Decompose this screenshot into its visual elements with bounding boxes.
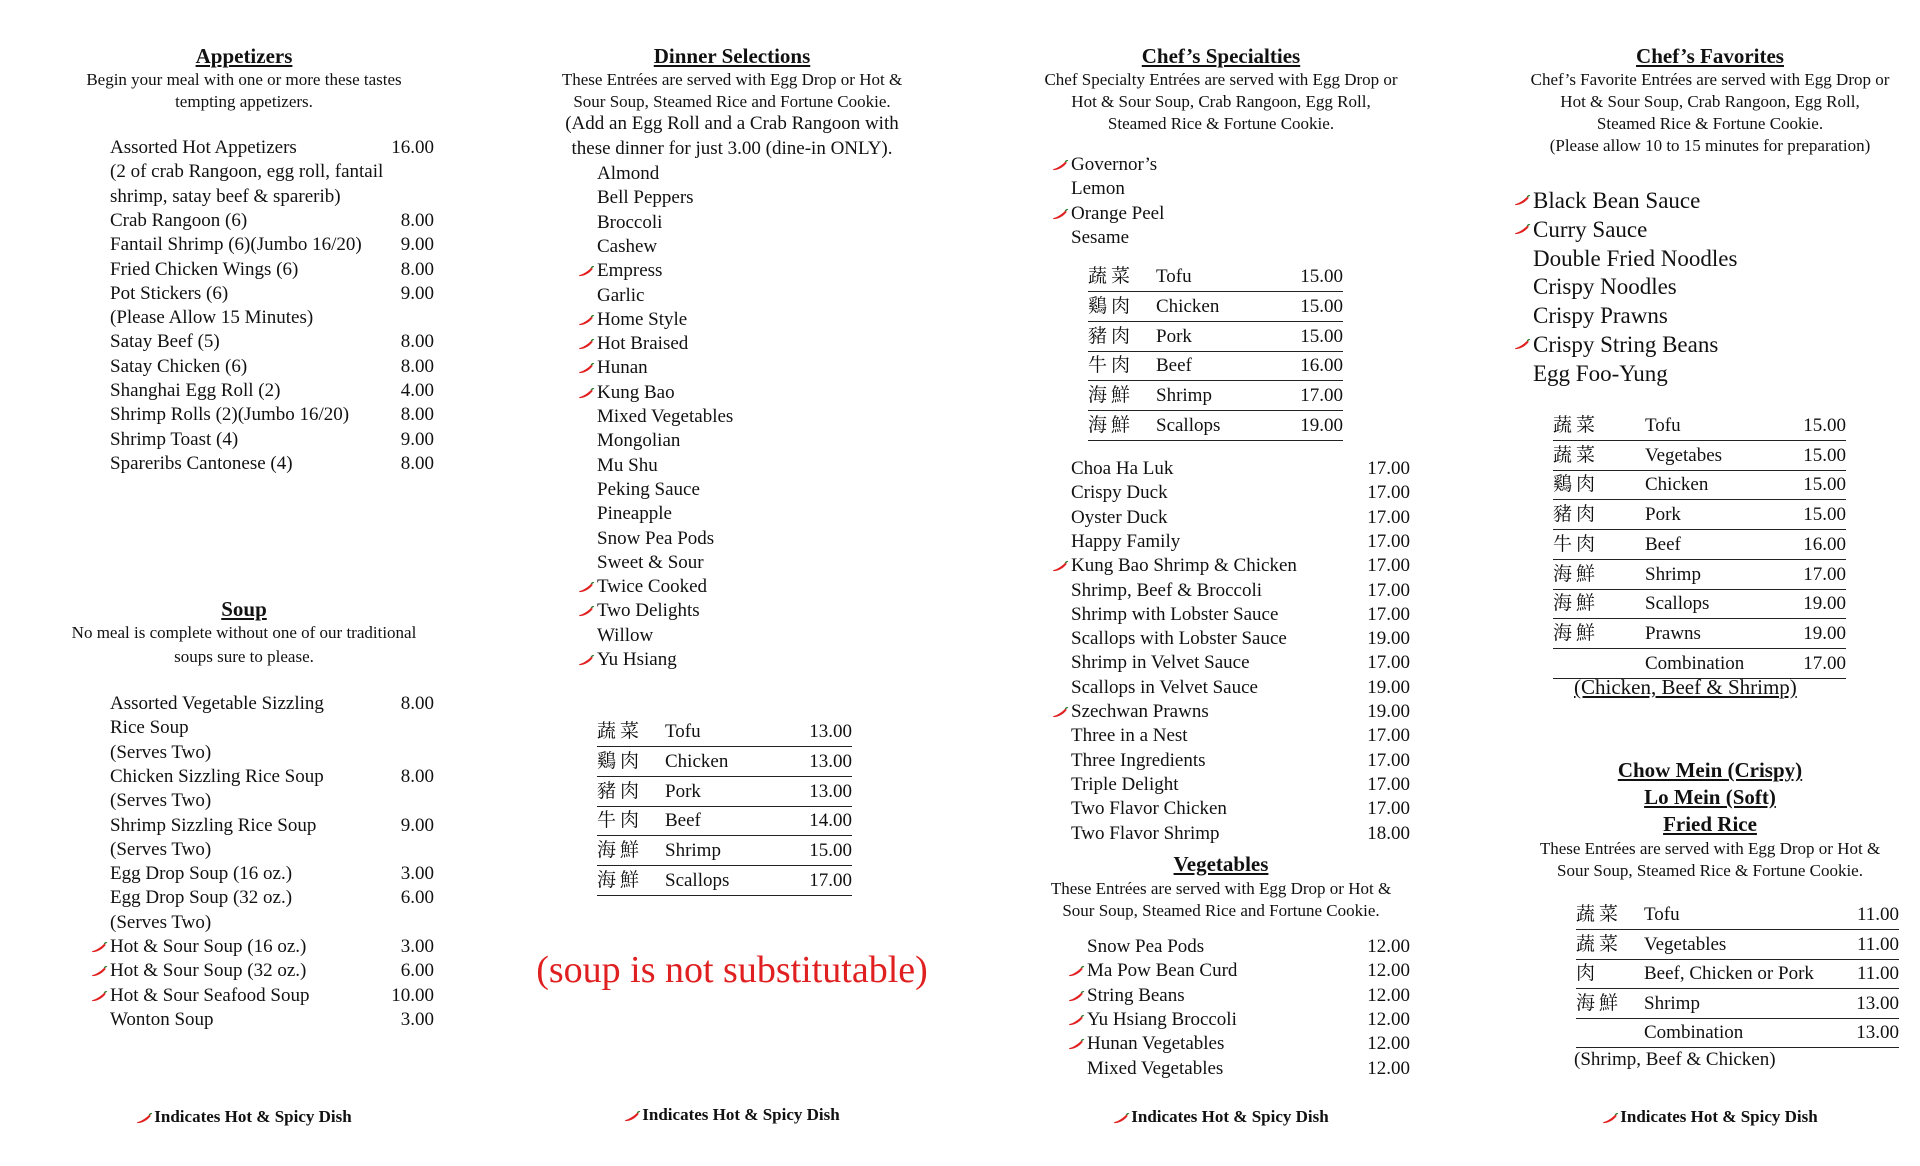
specialty-item-price: 17.00 — [1367, 458, 1410, 479]
specialty-item-name: Two Flavor Shrimp — [1071, 822, 1220, 844]
favorite-style-item-name: Curry Sauce — [1533, 216, 1648, 242]
price-row — [1553, 471, 1846, 500]
price-row-price: 15.00 — [1803, 504, 1846, 526]
vegetables-intro-line1: These Entrées are served with Egg Drop or Hot & — [1050, 879, 1392, 898]
price-row-price: 15.00 — [1803, 415, 1846, 436]
specialty-item-name: Shrimp with Lobster Sauce — [1071, 603, 1279, 625]
price-row-chinese: 豬肉 — [1553, 504, 1600, 526]
chili-pepper-icon — [1052, 209, 1069, 220]
price-row-name: Vegetabes — [1645, 444, 1723, 466]
price-row-chinese: 海鮮 — [1553, 563, 1600, 585]
favorite-style-item-name: Crispy Prawns — [1533, 303, 1668, 329]
price-row-name: Shrimp — [665, 840, 721, 862]
soup-item-name: Egg Drop Soup (16 oz.) — [110, 863, 293, 885]
chef-specialties-intro-line1: Chef Specialty Entrées are served with Egg Drop or — [1044, 70, 1398, 89]
column-chef-specialties — [1021, 0, 1421, 1166]
chili-pepper-icon — [1068, 966, 1085, 977]
price-row — [1576, 1019, 1899, 1048]
vegetable-item-name: Yu Hsiang Broccoli — [1087, 1008, 1237, 1030]
specialty-style-item-name: Sesame — [1071, 226, 1130, 248]
vegetable-item-price: 12.00 — [1367, 1008, 1410, 1030]
price-row-price: 17.00 — [809, 870, 852, 891]
price-row-chinese: 海鮮 — [1553, 593, 1600, 615]
price-row — [1553, 501, 1846, 530]
spicy-legend — [44, 1106, 444, 1128]
price-row-chinese: 海鮮 — [597, 840, 644, 862]
dinner-intro-line1: These Entrées are served with Egg Drop or Hot & — [561, 70, 903, 89]
price-row-name: Chicken — [665, 750, 729, 772]
price-row-price: 15.00 — [1300, 295, 1343, 317]
appetizer-item-name: Shrimp Toast (4) — [110, 428, 239, 450]
appetizer-item-name: Spareribs Cantonese (4) — [110, 452, 293, 474]
price-row-chinese: 海鮮 — [1576, 992, 1623, 1014]
price-row-name: Pork — [1156, 325, 1192, 347]
spicy-legend — [1021, 1106, 1421, 1128]
dinner-style-item-name: Willow — [597, 624, 654, 646]
specialty-item-name: Kung Bao Shrimp & Chicken — [1071, 555, 1297, 577]
price-row — [597, 837, 852, 866]
chili-pepper-icon — [1052, 160, 1069, 171]
price-row — [1088, 352, 1343, 381]
soup-item-name: (Serves Two) — [110, 741, 212, 763]
price-row-chinese: 蔬菜 — [1553, 444, 1600, 466]
dinner-intro-line4: these dinner for just 3.00 (dine-in ONLY). — [571, 138, 893, 159]
price-row-price: 14.00 — [809, 810, 852, 832]
appetizer-item-price: 8.00 — [400, 331, 434, 353]
specialty-item-name: Triple Delight — [1071, 773, 1179, 795]
chili-pepper-icon — [578, 655, 595, 666]
price-row-price: 16.00 — [1803, 533, 1846, 555]
specialty-item-name: Shrimp, Beef & Broccoli — [1071, 579, 1263, 601]
price-row-chinese: 蔬菜 — [1576, 933, 1623, 955]
price-row-price: 17.00 — [1803, 563, 1846, 585]
chef-specialties-intro-line2: Hot & Sour Soup, Crab Rangoon, Egg Roll, — [1071, 92, 1371, 111]
noodles-title-chow-mein: Chow Mein (Crispy) — [1617, 758, 1803, 782]
dinner-style-item-name: Cashew — [597, 235, 658, 257]
soup-item-name: Chicken Sizzling Rice Soup — [110, 765, 324, 787]
vegetable-item-price: 12.00 — [1367, 936, 1410, 957]
soup-item-price: 3.00 — [400, 863, 434, 885]
dinner-style-item-name: Hot Braised — [597, 333, 689, 355]
favorite-style-item-name: Crispy String Beans — [1533, 332, 1719, 357]
soup-item-name: Assorted Vegetable Sizzling — [110, 693, 324, 714]
specialty-item-price: 17.00 — [1367, 749, 1410, 771]
appetizer-item-name: Satay Beef (5) — [110, 331, 220, 353]
vegetable-item-price: 12.00 — [1367, 960, 1410, 982]
favorite-style-item-name: Black Bean Sauce — [1533, 188, 1701, 213]
vegetable-item-price: 12.00 — [1367, 1033, 1410, 1055]
chili-pepper-icon — [578, 339, 595, 350]
price-row — [597, 867, 852, 896]
dinner-style-item-name: Two Delights — [597, 600, 700, 622]
chili-pepper-icon — [91, 966, 108, 977]
price-row-name: Beef — [1156, 355, 1192, 377]
price-row-price: 16.00 — [1300, 355, 1343, 377]
price-row-chinese: 鷄肉 — [1088, 295, 1135, 317]
price-row-name: Chicken — [1156, 295, 1220, 317]
price-row — [1553, 620, 1846, 649]
appetizer-item-name: Fantail Shrimp (6)(Jumbo 16/20) — [110, 234, 362, 256]
noodles-intro-line1: These Entrées are served with Egg Drop or Hot & — [1539, 839, 1881, 858]
price-row-name: Tofu — [1644, 904, 1680, 925]
appetizer-item-name: Pot Stickers (6) — [110, 282, 229, 304]
price-row-chinese: 鷄肉 — [597, 750, 644, 772]
appetizer-item-price: 8.00 — [400, 452, 434, 474]
specialty-item-name: Crispy Duck — [1071, 482, 1168, 504]
specialty-item-name: Szechwan Prawns — [1071, 701, 1209, 722]
soup-title: Soup — [221, 597, 267, 621]
price-row-chinese: 肉 — [1576, 963, 1600, 985]
price-row-price: 11.00 — [1856, 933, 1899, 955]
price-row-chinese: 豬肉 — [597, 780, 644, 802]
chili-pepper-icon — [91, 942, 108, 953]
vegetables-title: Vegetables — [1173, 852, 1269, 876]
price-row — [1553, 531, 1846, 560]
column-chef-favorites-noodles — [1510, 0, 1910, 1166]
price-row-name: Prawns — [1645, 622, 1701, 644]
dinner-style-item-name: Bell Peppers — [597, 187, 694, 209]
specialty-item-price: 17.00 — [1367, 555, 1410, 577]
specialty-item-price: 17.00 — [1367, 652, 1410, 674]
appetizers-title: Appetizers — [195, 44, 293, 68]
spicy-legend-text: Indicates Hot & Spicy Dish — [154, 1107, 352, 1126]
price-row-price: 11.00 — [1856, 963, 1899, 985]
chili-pepper-icon — [1514, 339, 1531, 350]
price-row-price: 19.00 — [1300, 415, 1343, 436]
price-row — [597, 718, 852, 747]
soup-item-name: (Serves Two) — [110, 911, 212, 933]
spicy-legend-text: Indicates Hot & Spicy Dish — [642, 1105, 840, 1124]
specialty-style-item-name: Lemon — [1071, 178, 1125, 200]
chili-pepper-icon — [1068, 991, 1085, 1002]
soup-item-name: Rice Soup — [110, 717, 189, 739]
dinner-style-item-name: Hunan — [597, 357, 648, 379]
specialty-item-price: 17.00 — [1367, 579, 1410, 601]
soup-item-name: Wonton Soup — [110, 1008, 214, 1030]
appetizer-item-price: 4.00 — [400, 380, 434, 401]
price-row-price: 19.00 — [1803, 593, 1846, 615]
appetizer-item-price: 9.00 — [400, 282, 434, 304]
chili-pepper-icon — [1602, 1113, 1619, 1124]
vegetable-item-name: String Beans — [1087, 984, 1185, 1006]
soup-item-price: 8.00 — [400, 765, 434, 787]
dinner-style-item-name: Sweet & Sour — [597, 551, 704, 573]
favorite-style-item-name: Double Fried Noodles — [1533, 245, 1738, 271]
appetizer-item-name: (Please Allow 15 Minutes) — [110, 307, 314, 329]
dinner-style-item-name: Garlic — [597, 284, 645, 306]
appetizer-item-name: Shrimp Rolls (2)(Jumbo 16/20) — [110, 404, 350, 426]
price-row-name: Combination — [1645, 652, 1745, 674]
price-row — [1088, 382, 1343, 411]
vegetable-item-name: Ma Pow Bean Curd — [1087, 960, 1238, 982]
price-row — [1553, 412, 1846, 441]
price-row — [1553, 561, 1846, 590]
price-row-name: Vegetables — [1644, 933, 1727, 955]
price-row-chinese: 蔬菜 — [1576, 904, 1623, 925]
column-appetizers-soup — [44, 0, 444, 1166]
appetizer-item-price: 9.00 — [400, 234, 434, 256]
price-row-chinese: 牛肉 — [1088, 355, 1135, 377]
price-row-price: 13.00 — [809, 780, 852, 802]
chili-pepper-icon — [578, 363, 595, 374]
soup-item-name: Egg Drop Soup (32 oz.) — [110, 887, 293, 909]
chili-pepper-icon — [1514, 224, 1531, 235]
spicy-legend-text: Indicates Hot & Spicy Dish — [1620, 1107, 1818, 1126]
appetizer-item-name: (2 of crab Rangoon, egg roll, fantail — [110, 161, 384, 183]
price-row-name: Shrimp — [1644, 992, 1700, 1014]
column-dinner-selections — [532, 0, 932, 1166]
vegetable-item-name: Mixed Vegetables — [1087, 1057, 1224, 1079]
dinner-style-item-name: Twice Cooked — [597, 576, 708, 598]
noodles-title-fried-rice: Fried Rice — [1663, 812, 1757, 836]
price-row-name: Pork — [1645, 504, 1681, 526]
price-row-name: Pork — [665, 780, 701, 802]
favorite-style-item-name: Egg Foo-Yung — [1533, 360, 1668, 386]
soup-intro-line1: No meal is complete without one of our traditional — [71, 623, 417, 642]
soup-item-price: 3.00 — [400, 1008, 434, 1030]
price-row-price: 17.00 — [1803, 652, 1846, 674]
chili-pepper-icon — [578, 606, 595, 617]
specialty-item-price: 17.00 — [1367, 798, 1410, 820]
price-row — [1553, 590, 1846, 619]
price-row-chinese: 蔬菜 — [1553, 415, 1600, 436]
chef-favorites-intro-line3: Steamed Rice & Fortune Cookie. — [1596, 114, 1824, 133]
appetizer-item-name: Crab Rangoon (6) — [110, 209, 248, 231]
appetizer-item-name: Assorted Hot Appetizers — [110, 137, 297, 158]
soup-item-price: 9.00 — [400, 814, 434, 836]
dinner-style-item-name: Pineapple — [597, 503, 672, 525]
appetizer-item-price: 16.00 — [391, 137, 434, 158]
specialty-item-name: Scallops with Lobster Sauce — [1071, 628, 1287, 650]
specialty-item-price: 17.00 — [1367, 530, 1410, 552]
price-row-name: Combination — [1644, 1022, 1744, 1044]
price-row-price: 19.00 — [1803, 622, 1846, 644]
price-row-price: 15.00 — [1300, 266, 1343, 287]
chef-favorites-intro-line4: (Please allow 10 to 15 minutes for preparation) — [1549, 136, 1871, 155]
price-row-price: 15.00 — [809, 840, 852, 862]
appetizer-item-name: shrimp, satay beef & sparerib) — [110, 185, 341, 207]
price-row — [1576, 990, 1899, 1019]
vegetable-item-price: 12.00 — [1367, 1057, 1410, 1079]
noodles-intro-line2: Sour Soup, Steamed Rice & Fortune Cookie. — [1557, 861, 1863, 880]
specialty-item-price: 17.00 — [1367, 506, 1410, 528]
specialty-item-name: Choa Ha Luk — [1071, 458, 1174, 479]
specialty-item-name: Oyster Duck — [1071, 506, 1168, 528]
dinner-style-item-name: Kung Bao — [597, 381, 675, 403]
appetizers-intro-line1: Begin your meal with one or more these tastes — [86, 70, 402, 89]
soup-intro-line2: soups sure to please. — [174, 647, 314, 666]
dinner-style-item-name: Mixed Vegetables — [597, 406, 734, 427]
soup-item-name: Hot & Sour Soup (16 oz.) — [110, 936, 307, 957]
noodles-combo-note: (Shrimp, Beef & Chicken) — [1574, 1049, 1776, 1070]
chili-pepper-icon — [578, 582, 595, 593]
specialty-item-name: Scallops in Velvet Sauce — [1071, 676, 1258, 698]
chili-pepper-icon — [136, 1113, 153, 1124]
price-row-price: 15.00 — [1803, 474, 1846, 496]
chili-pepper-icon — [1113, 1113, 1130, 1124]
chef-specialties-title: Chef’s Specialties — [1141, 44, 1301, 68]
soup-item-name: (Serves Two) — [110, 790, 212, 812]
dinner-style-item-name: Yu Hsiang — [597, 649, 677, 670]
price-row-name: Tofu — [1645, 415, 1681, 436]
chili-pepper-icon — [1068, 1039, 1085, 1050]
appetizer-item-price: 8.00 — [400, 258, 434, 280]
price-row-price: 17.00 — [1300, 385, 1343, 407]
soup-item-name: (Serves Two) — [110, 838, 212, 860]
specialty-item-price: 19.00 — [1367, 676, 1410, 698]
specialty-item-price: 17.00 — [1367, 773, 1410, 795]
specialty-item-name: Three Ingredients — [1071, 749, 1206, 771]
spicy-legend — [1510, 1106, 1910, 1128]
price-row-name: Tofu — [665, 721, 701, 742]
price-row-chinese: 豬肉 — [1088, 325, 1135, 347]
price-row-name: Scallops — [665, 870, 730, 891]
price-row-chinese: 海鮮 — [597, 870, 644, 891]
chili-pepper-icon — [91, 991, 108, 1002]
specialty-style-item-name: Orange Peel — [1071, 202, 1165, 224]
price-row-price: 15.00 — [1300, 325, 1343, 347]
soup-item-name: Hot & Sour Seafood Soup — [110, 984, 310, 1006]
soup-item-price: 6.00 — [400, 960, 434, 982]
dinner-style-item-name: Mu Shu — [597, 454, 658, 476]
dinner-style-item-name: Snow Pea Pods — [597, 527, 715, 549]
price-row-price: 13.00 — [809, 721, 852, 742]
vegetables-intro-line2: Sour Soup, Steamed Rice and Fortune Cookie. — [1062, 901, 1380, 920]
specialty-item-name: Happy Family — [1071, 530, 1181, 552]
soup-item-price: 3.00 — [400, 936, 434, 957]
specialty-item-price: 19.00 — [1367, 701, 1410, 722]
spicy-legend — [532, 1104, 932, 1126]
chef-specialties-intro-line3: Steamed Rice & Fortune Cookie. — [1107, 114, 1335, 133]
price-row-chinese: 海鮮 — [1088, 385, 1135, 407]
specialty-item-name: Three in a Nest — [1071, 725, 1188, 747]
dinner-style-item-name: Almond — [597, 163, 660, 184]
price-row-price: 13.00 — [1856, 992, 1899, 1014]
price-row-name: Scallops — [1156, 415, 1221, 436]
noodles-title-lo-mein: Lo Mein (Soft) — [1644, 785, 1776, 809]
soup-item-price: 10.00 — [391, 984, 434, 1006]
chili-pepper-icon — [1514, 195, 1531, 206]
chili-pepper-icon — [1068, 1015, 1085, 1026]
price-row — [1553, 442, 1846, 471]
specialty-item-name: Two Flavor Chicken — [1071, 798, 1227, 820]
dinner-style-item-name: Broccoli — [597, 211, 663, 233]
price-row-chinese: 牛肉 — [597, 810, 644, 832]
price-row-name: Scallops — [1645, 593, 1710, 615]
chili-pepper-icon — [1052, 561, 1069, 572]
chili-pepper-icon — [1052, 707, 1069, 718]
specialty-item-price: 17.00 — [1367, 482, 1410, 504]
appetizer-item-price: 8.00 — [400, 209, 434, 231]
price-row-name: Beef — [1645, 533, 1681, 555]
price-row-name: Beef — [665, 810, 701, 832]
appetizer-item-price: 8.00 — [400, 404, 434, 426]
dinner-style-item-name: Home Style — [597, 308, 688, 330]
appetizer-item-name: Fried Chicken Wings (6) — [110, 258, 299, 280]
dinner-style-item-name: Mongolian — [597, 430, 681, 452]
specialty-item-price: 17.00 — [1367, 603, 1410, 625]
chili-pepper-icon — [578, 315, 595, 326]
price-row-name: Chicken — [1645, 474, 1709, 496]
price-row-name: Tofu — [1156, 266, 1192, 287]
chili-pepper-icon — [624, 1111, 641, 1122]
price-row-price: 13.00 — [1856, 1022, 1899, 1044]
specialty-item-price: 18.00 — [1367, 822, 1410, 844]
price-row — [1576, 931, 1899, 960]
price-row-name: Shrimp — [1645, 563, 1701, 585]
price-row — [597, 748, 852, 777]
specialty-item-price: 17.00 — [1367, 725, 1410, 747]
chef-favorites-intro-line2: Hot & Sour Soup, Crab Rangoon, Egg Roll, — [1560, 92, 1860, 111]
price-row-name: Beef, Chicken or Pork — [1644, 963, 1814, 985]
price-row-chinese: 蔬菜 — [1088, 266, 1135, 287]
price-row-name: Shrimp — [1156, 385, 1212, 407]
vegetable-item-name: Snow Pea Pods — [1087, 936, 1205, 957]
soup-item-name: Hot & Sour Soup (32 oz.) — [110, 960, 307, 982]
soup-item-name: Shrimp Sizzling Rice Soup — [110, 814, 317, 836]
price-row-price: 13.00 — [809, 750, 852, 772]
dinner-intro-line2: Sour Soup, Steamed Rice and Fortune Cookie. — [573, 92, 891, 111]
price-row — [1088, 293, 1343, 322]
chili-pepper-icon — [578, 388, 595, 399]
appetizer-item-name: Shanghai Egg Roll (2) — [110, 380, 281, 401]
dinner-title: Dinner Selections — [653, 44, 811, 68]
spicy-legend-text: Indicates Hot & Spicy Dish — [1131, 1107, 1329, 1126]
soup-substitution-note: (soup is not substitutable) — [536, 949, 928, 991]
price-row — [1088, 412, 1343, 441]
favorite-style-item-name: Crispy Noodles — [1533, 274, 1677, 300]
chili-pepper-icon — [578, 266, 595, 277]
price-row — [1576, 901, 1899, 930]
specialty-item-name: Shrimp in Velvet Sauce — [1071, 652, 1250, 674]
dinner-style-item-name: Peking Sauce — [597, 478, 700, 500]
price-row — [597, 778, 852, 807]
price-row — [1088, 263, 1343, 292]
price-row-chinese: 海鮮 — [1553, 622, 1600, 644]
price-row — [1088, 323, 1343, 352]
chef-favorites-title: Chef’s Favorites — [1636, 44, 1784, 68]
price-row-price: 11.00 — [1856, 904, 1899, 925]
specialty-style-item-name: Governor’s — [1071, 154, 1158, 175]
specialty-item-price: 19.00 — [1367, 628, 1410, 650]
price-row — [597, 807, 852, 836]
price-row-chinese: 蔬菜 — [597, 721, 644, 742]
chef-favorites-intro-line1: Chef’s Favorite Entrées are served with Egg Drop or — [1530, 70, 1890, 89]
price-row-chinese: 海鮮 — [1088, 415, 1135, 436]
price-row-price: 15.00 — [1803, 444, 1846, 466]
soup-item-price: 8.00 — [400, 693, 434, 714]
dinner-style-item-name: Empress — [597, 260, 663, 282]
price-row — [1576, 960, 1899, 989]
appetizer-item-price: 8.00 — [400, 355, 434, 377]
vegetable-item-name: Hunan Vegetables — [1087, 1033, 1225, 1055]
soup-item-price: 6.00 — [400, 887, 434, 909]
price-row-chinese: 鷄肉 — [1553, 474, 1600, 496]
appetizer-item-price: 9.00 — [400, 428, 434, 450]
appetizers-intro-line2: tempting appetizers. — [175, 92, 313, 111]
price-row-chinese: 牛肉 — [1553, 533, 1600, 555]
vegetable-item-price: 12.00 — [1367, 984, 1410, 1006]
chef-favorites-combo-note: (Chicken, Beef & Shrimp) — [1574, 675, 1797, 699]
dinner-intro-line3: (Add an Egg Roll and a Crab Rangoon with — [565, 113, 899, 134]
appetizer-item-name: Satay Chicken (6) — [110, 355, 248, 377]
